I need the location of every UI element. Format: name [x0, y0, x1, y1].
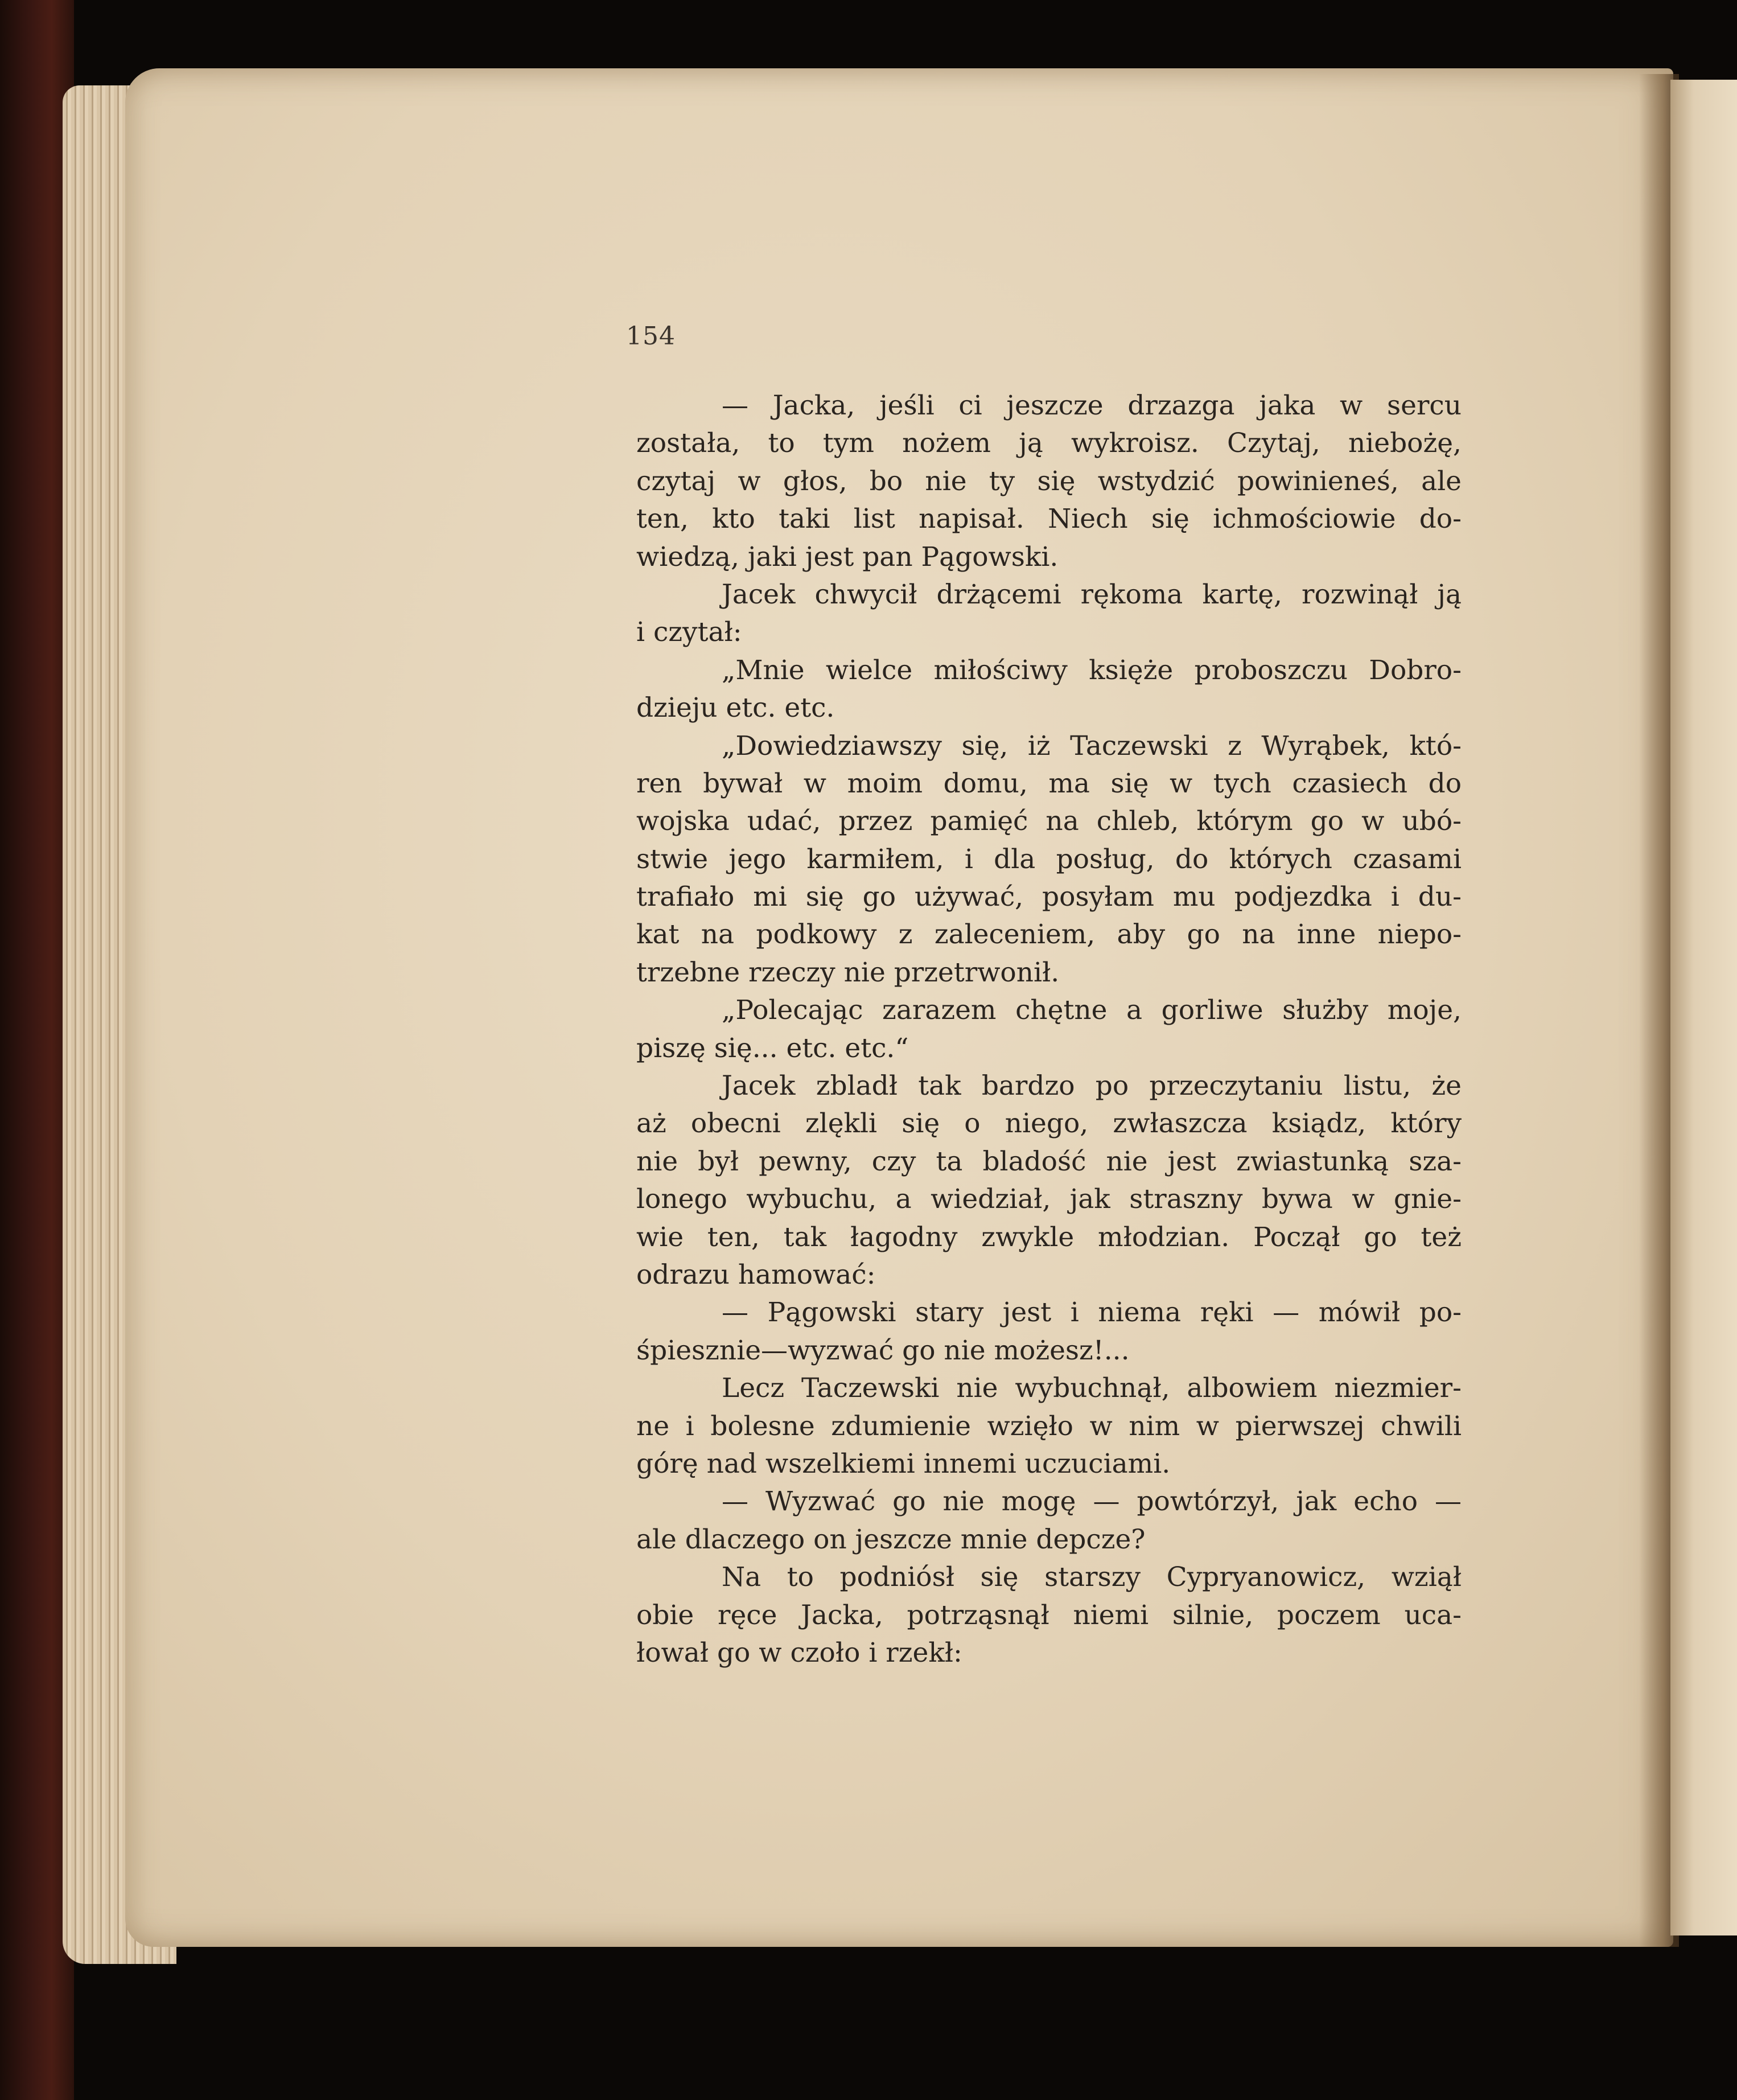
text-line: — Wyzwać go nie mogę — powtórzył, jak echo —	[722, 1486, 1462, 1518]
text-line: Jacek zbladł tak bardzo po przeczytaniu listu, że	[722, 1070, 1462, 1102]
text-line: lonego wybuchu, a wiedział, jak straszny bywa w gnie-	[636, 1183, 1462, 1215]
text-line: i czytał:	[636, 617, 742, 648]
text-line: aż obecni zlękli się o niego, zwłaszcza ksiądz, który	[636, 1108, 1462, 1140]
text-line: stwie jego karmiłem, i dla posług, do których czasami	[636, 843, 1462, 875]
text-line: „Mnie wielce miłościwy księże proboszczu Dobro-	[722, 654, 1462, 686]
text-line: Lecz Taczewski nie wybuchnął, albowiem niezmier-	[722, 1372, 1462, 1404]
text-line: została, to tym nożem ją wykroisz. Czytaj, niebożę,	[636, 428, 1462, 459]
text-line: łował go w czoło i rzekł:	[636, 1637, 962, 1669]
text-line: ale dlaczego on jeszcze mnie depcze?	[636, 1523, 1146, 1555]
text-line: odrazu hamować:	[636, 1259, 876, 1291]
page-text-body	[636, 387, 1462, 1672]
text-line: czytaj w głos, bo nie ty się wstydzić powinieneś, ale	[636, 465, 1462, 497]
text-line: nie był pewny, czy ta bladość nie jest zwiastunką sza-	[636, 1145, 1462, 1177]
text-line: Jacek chwycił drżącemi rękoma kartę, rozwinął ją	[722, 578, 1462, 610]
text-line: Na to podniósł się starszy Cypryanowicz, wziął	[722, 1561, 1462, 1593]
text-line: „Polecając zarazem chętne a gorliwe służby moje,	[722, 994, 1462, 1026]
text-line: ten, kto taki list napisał. Niech się ichmościowie do-	[636, 503, 1462, 535]
text-line: wiedzą, jaki jest pan Pągowski.	[636, 541, 1059, 573]
text-line: wie ten, tak łagodny zwykle młodzian. Począł go też	[636, 1221, 1462, 1253]
text-line: piszę się... etc. etc.“	[636, 1032, 909, 1064]
text-line: — Pągowski stary jest i niema ręki — mówił po-	[722, 1297, 1462, 1329]
text-line: wojska udać, przez pamięć na chleb, którym go w ubó-	[636, 806, 1462, 837]
page-number: 154	[626, 322, 676, 351]
text-line: trzebne rzeczy nie przetrwonił.	[636, 956, 1060, 988]
text-line: ren bywał w moim domu, ma się w tych czasiech do	[636, 767, 1462, 799]
text-line: śpiesznie—wyzwać go nie możesz!...	[636, 1334, 1130, 1366]
text-line: „Dowiedziawszy się, iż Taczewski z Wyrąbek, któ-	[722, 730, 1462, 762]
text-line: kat na podkowy z zaleceniem, aby go na inne niepo-	[636, 919, 1462, 951]
text-line: obie ręce Jacka, potrząsnął niemi silnie, poczem uca-	[636, 1599, 1462, 1631]
text-line: trafiało mi się go używać, posyłam mu podjezdka i du-	[636, 881, 1462, 913]
facing-page-strip	[1670, 80, 1737, 1935]
text-line: — Jacka, jeśli ci jeszcze drzazga jaka w sercu	[722, 390, 1462, 421]
text-line: ne i bolesne zdumienie wzięło w nim w pierwszej chwili	[636, 1410, 1462, 1442]
text-line: górę nad wszelkiemi innemi uczuciami.	[636, 1448, 1171, 1480]
text-line: dzieju etc. etc.	[636, 692, 835, 724]
